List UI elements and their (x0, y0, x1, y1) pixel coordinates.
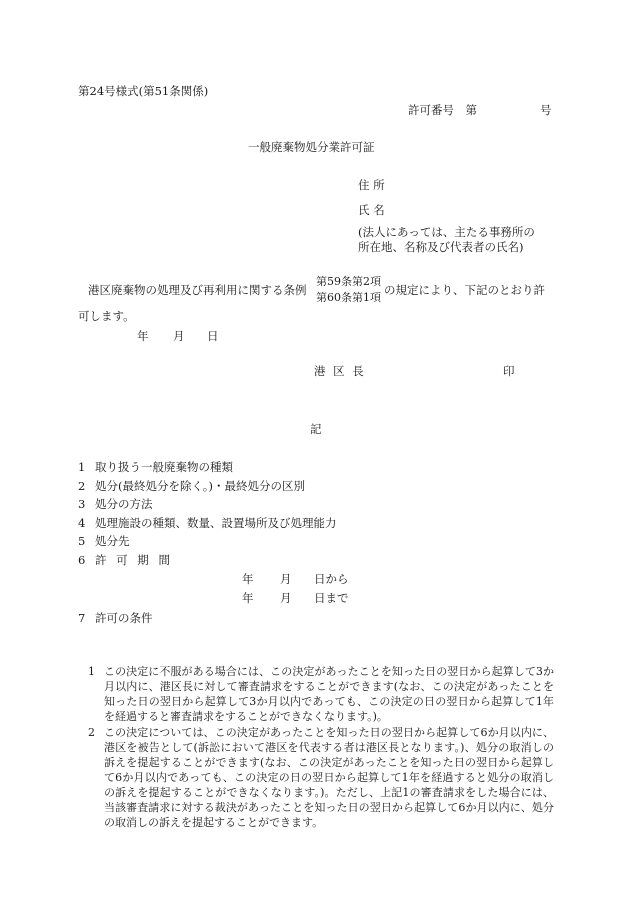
appeal-notes (88, 664, 554, 831)
item-permit-period: 6 許 可 期 間 (78, 553, 173, 567)
name-label: 氏 名 (358, 203, 385, 217)
item-disposal-destination: 5 処分先 (78, 534, 130, 548)
body-text-part2: の規定により、下記のとおり許 (384, 283, 545, 297)
document-title: 一般廃棄物処分業許可証 (248, 140, 375, 154)
body-text-part1: 港区廃棄物の処理及び再利用に関する条例 (88, 283, 307, 297)
address-label: 住 所 (358, 178, 385, 192)
appeal-note-1: 1 この決定に不服がある場合には、この決定があったことを知った日の翌日から起算して3か月以内に、港区長に対して審査請求をすることができます(なお、この決定があったことを知った日の翌日から起算して3か月以内であっても、この決定の日の翌日から起算して1年を経過すると審査請求をすることができなくなります。)。 (88, 665, 554, 723)
item-permit-conditions: 7 許可の条件 (78, 611, 153, 625)
permit-number-suffix: 号 (540, 103, 552, 117)
ki-label: 記 (310, 422, 322, 436)
seal-mark: 印 (503, 364, 515, 378)
corporate-note-line1: (法人にあっては、主たる事務所の (358, 225, 535, 239)
appeal-note-2: 2 この決定については、この決定があったことを知った日の翌日から起算して6か月以内に、港区を被告として(訴訟において港区を代表する者は港区長となります。)、処分の取消しの訴えを提起することができます(なお、この決定があったことを知った日の翌日から起算して6か月以内であっても、この決定の日の翌日から起算して1年を経過すると処分の取消しの訴えを提起することができなくなります。)。ただし、上記1の審査請求をした場合には、当該審査請求に対する裁決があったことを知った日の翌日から起算して6か月以内に、処分の取消しの訴えを提起することができます。 (88, 726, 554, 829)
item-disposal-method: 3 処分の方法 (78, 497, 153, 511)
item-disposal-distinction: 2 処分(最終処分を除く。)・最終処分の区別 (78, 479, 305, 493)
issue-date-year: 年 (137, 329, 149, 343)
issuer-title: 港 区 長 (314, 364, 366, 378)
article-option-1: 第59条第2項 (316, 275, 381, 288)
permit-number-label: 許可番号 第 (408, 103, 477, 117)
issue-date-day: 日 (207, 329, 219, 343)
item-facility: 4 処理施設の種類、数量、設置場所及び処理能力 (78, 516, 337, 530)
form-number: 第24号様式(第51条関係) (78, 84, 209, 98)
item-waste-type: 1 取り扱う一般廃棄物の種類 (78, 460, 233, 474)
issue-date-month: 月 (173, 329, 185, 343)
corporate-note-line2: 所在地、名称及び代表者の氏名) (358, 240, 524, 254)
body-text-line2: 可します。 (78, 309, 135, 323)
article-option-2: 第60条第1項 (316, 291, 381, 304)
